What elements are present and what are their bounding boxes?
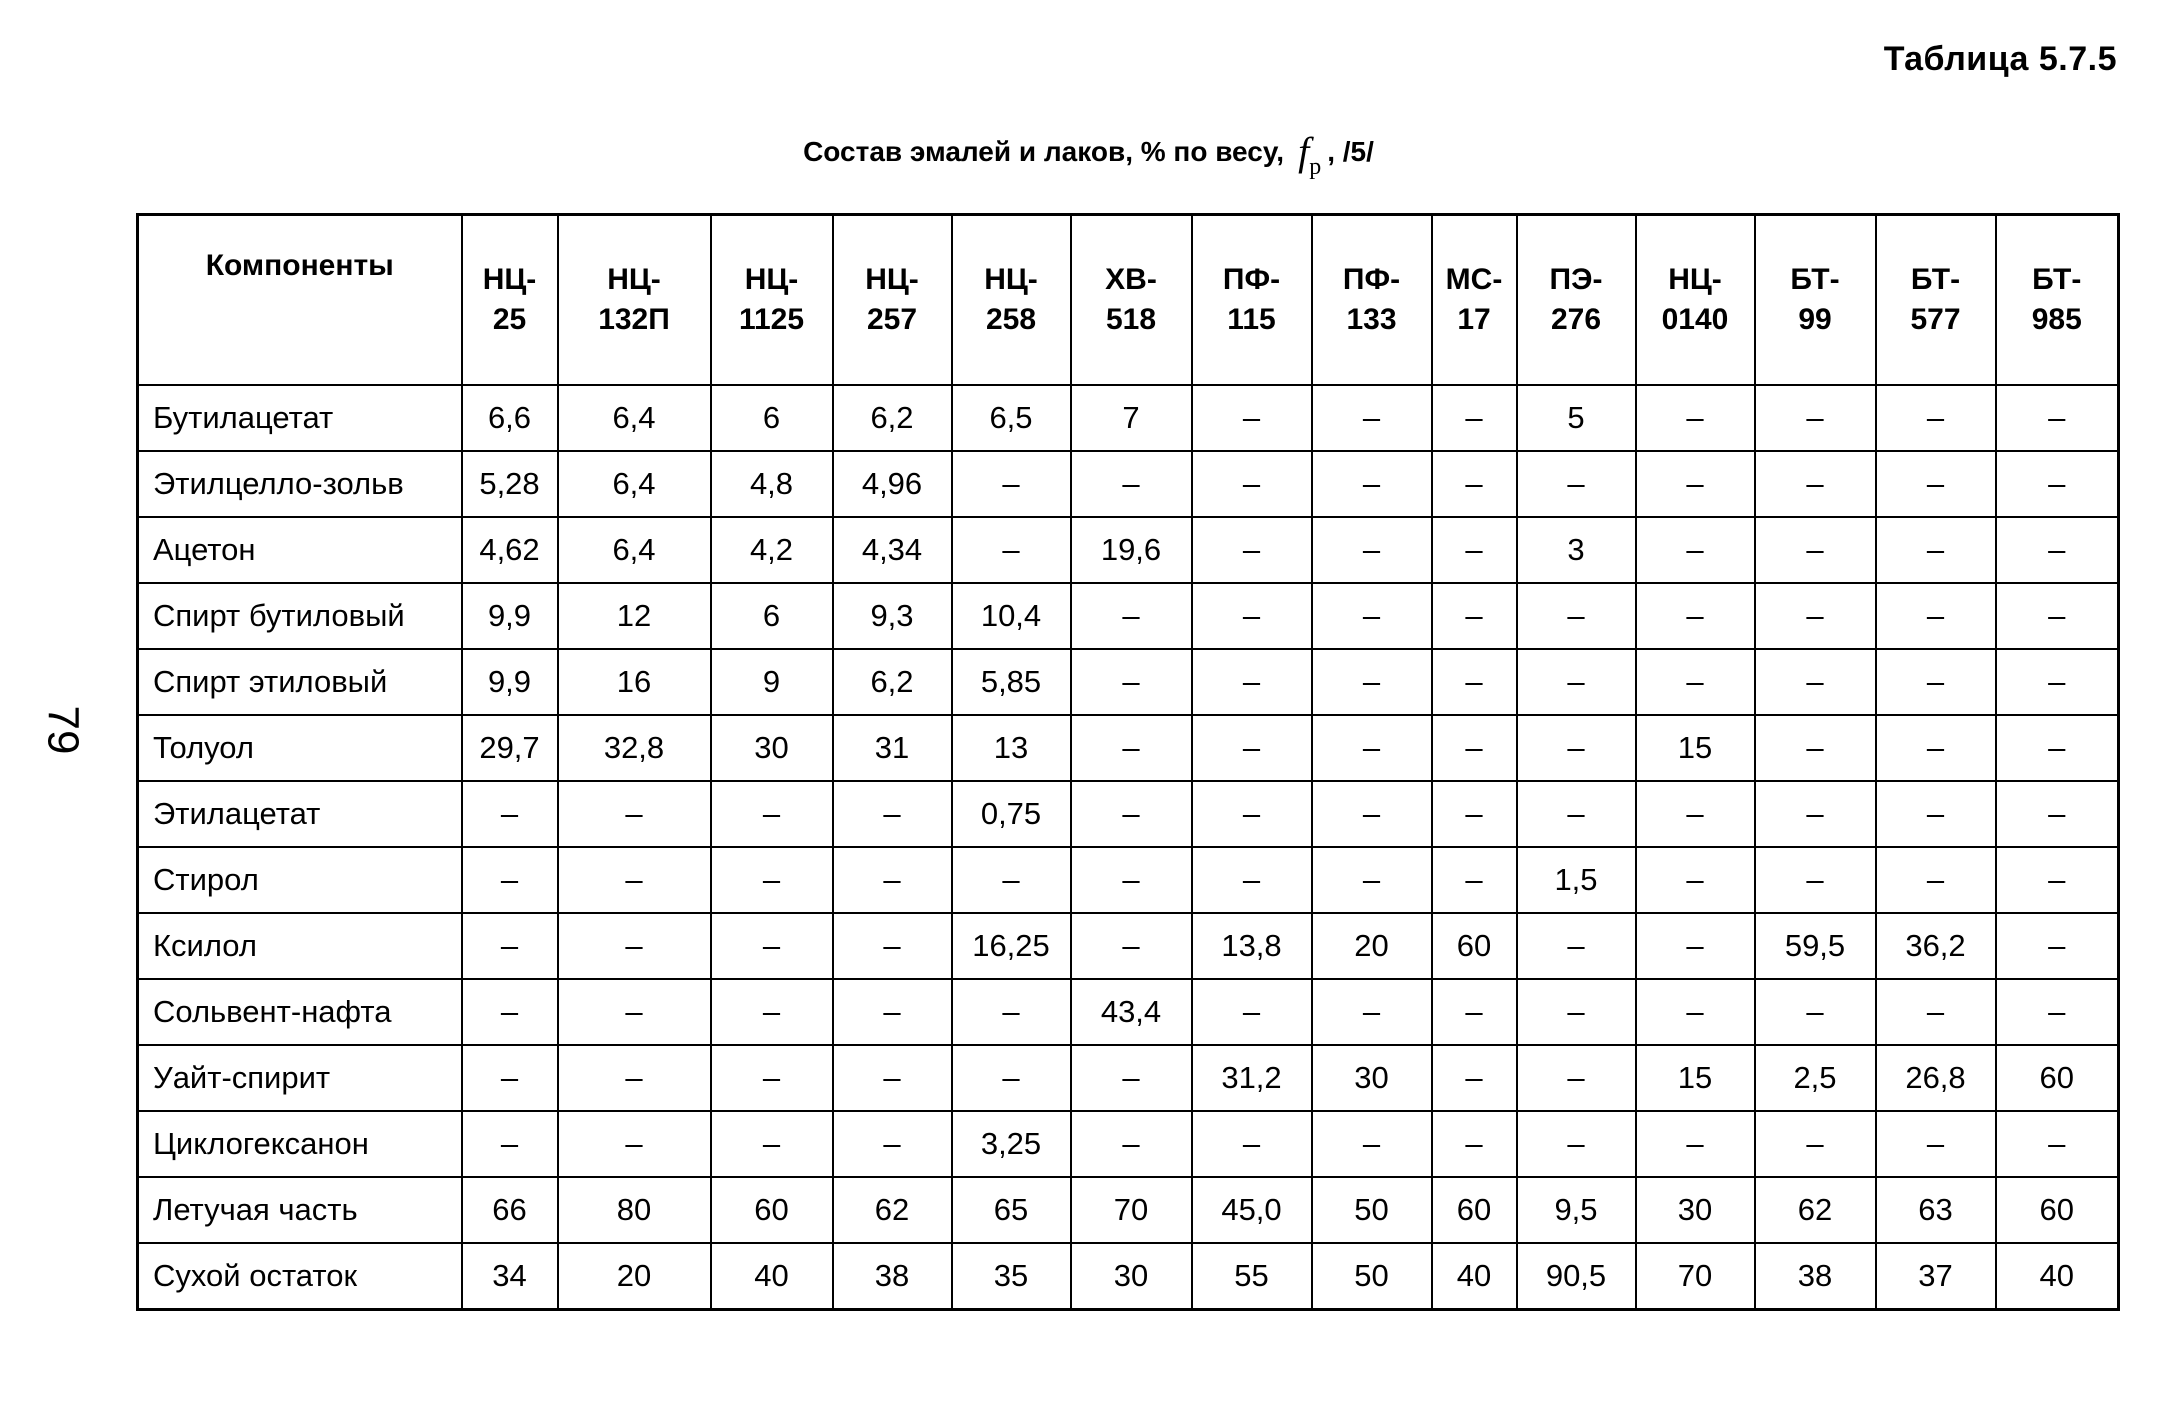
column-header-prefix: НЦ- (744, 263, 799, 296)
component-name: Ацетон (138, 517, 462, 583)
value-cell: – (558, 847, 711, 913)
value-cell: 38 (1755, 1243, 1876, 1309)
value-cell: 45,0 (1192, 1177, 1312, 1243)
value-cell: – (1432, 847, 1517, 913)
value-cell: 4,62 (462, 517, 558, 583)
value-cell: 26,8 (1876, 1045, 1996, 1111)
value-cell: – (1517, 979, 1636, 1045)
value-cell: 6,2 (833, 385, 952, 451)
component-name: Уайт-спирит (138, 1045, 462, 1111)
value-cell: 40 (1432, 1243, 1517, 1309)
value-cell: – (1876, 649, 1996, 715)
value-cell: 30 (1636, 1177, 1755, 1243)
value-cell: – (1755, 979, 1876, 1045)
value-cell: – (1071, 847, 1192, 913)
value-cell: 60 (1996, 1177, 2119, 1243)
value-cell: 4,34 (833, 517, 952, 583)
column-header-code: 1125 (738, 303, 805, 336)
value-cell: – (1192, 583, 1312, 649)
value-cell: – (1192, 847, 1312, 913)
value-cell: 60 (1996, 1045, 2119, 1111)
value-cell: – (1192, 979, 1312, 1045)
value-cell: 60 (1432, 913, 1517, 979)
value-cell: 5,85 (952, 649, 1071, 715)
value-cell: – (1517, 781, 1636, 847)
component-name: Сольвент-нафта (138, 979, 462, 1045)
component-name: Бутилацетат (138, 385, 462, 451)
value-cell: – (1996, 979, 2119, 1045)
value-cell: – (1636, 649, 1755, 715)
value-cell: – (1071, 583, 1192, 649)
value-cell: – (1636, 847, 1755, 913)
value-cell: 9,3 (833, 583, 952, 649)
column-header-prefix: ХВ- (1105, 263, 1157, 296)
value-cell: – (1312, 517, 1432, 583)
value-cell: – (1071, 715, 1192, 781)
value-cell: 70 (1636, 1243, 1755, 1309)
value-cell: – (952, 847, 1071, 913)
value-cell: – (833, 913, 952, 979)
value-cell: 30 (1071, 1243, 1192, 1309)
column-header-prefix: БТ- (1910, 263, 1961, 296)
components-header: Компоненты (138, 215, 462, 386)
column-header-code: 258 (985, 303, 1037, 336)
value-cell: 6 (711, 385, 833, 451)
value-cell: – (1996, 1111, 2119, 1177)
column-header-code: 25 (492, 303, 527, 336)
value-cell: – (1755, 715, 1876, 781)
value-cell: – (462, 913, 558, 979)
table-row (138, 1045, 2119, 1111)
value-cell: 6,4 (558, 451, 711, 517)
value-cell: – (711, 1111, 833, 1177)
table-caption (0, 124, 2177, 180)
table-row (138, 715, 2119, 781)
value-cell: – (1312, 847, 1432, 913)
column-header-code: 99 (1798, 303, 1832, 336)
value-cell: 5,28 (462, 451, 558, 517)
value-cell: – (1876, 715, 1996, 781)
value-cell: 9 (711, 649, 833, 715)
value-cell: 5 (1517, 385, 1636, 451)
value-cell: – (1192, 649, 1312, 715)
value-cell: 4,8 (711, 451, 833, 517)
value-cell: 7 (1071, 385, 1192, 451)
value-cell: – (1876, 781, 1996, 847)
value-cell: 62 (1755, 1177, 1876, 1243)
value-cell: – (1996, 385, 2119, 451)
value-cell: – (558, 979, 711, 1045)
value-cell: – (1876, 583, 1996, 649)
value-cell: – (1517, 1045, 1636, 1111)
value-cell: 16 (558, 649, 711, 715)
column-header-code: 17 (1457, 303, 1491, 336)
value-cell: – (952, 1045, 1071, 1111)
column-header (1432, 215, 1517, 386)
column-header-code: 257 (866, 303, 918, 336)
value-cell: – (711, 913, 833, 979)
column-header (1755, 215, 1876, 386)
value-cell: 4,96 (833, 451, 952, 517)
value-cell: 43,4 (1071, 979, 1192, 1045)
column-header-prefix: ПЭ- (1549, 263, 1603, 296)
value-cell: – (1517, 715, 1636, 781)
table-row (138, 781, 2119, 847)
value-cell: – (952, 517, 1071, 583)
component-name: Толуол (138, 715, 462, 781)
value-cell: – (1755, 1111, 1876, 1177)
value-cell: – (1192, 451, 1312, 517)
composition-table (136, 213, 2120, 1311)
column-header-code: 985 (2031, 303, 2082, 336)
value-cell: – (462, 979, 558, 1045)
value-cell: 3 (1517, 517, 1636, 583)
value-cell: – (1636, 979, 1755, 1045)
column-header-code: 115 (1227, 303, 1276, 336)
value-cell: – (1432, 979, 1517, 1045)
column-header (833, 215, 952, 386)
value-cell: 32,8 (558, 715, 711, 781)
value-cell: – (1432, 649, 1517, 715)
column-header (1192, 215, 1312, 386)
value-cell: 6,5 (952, 385, 1071, 451)
column-header-code: 132П (598, 303, 670, 336)
value-cell: – (1755, 847, 1876, 913)
column-header (1517, 215, 1636, 386)
value-cell: – (1996, 451, 2119, 517)
table-row (138, 583, 2119, 649)
value-cell: 1,5 (1517, 847, 1636, 913)
value-cell: – (558, 913, 711, 979)
value-cell: 20 (1312, 913, 1432, 979)
component-name: Летучая часть (138, 1177, 462, 1243)
caption-reference: , /5/ (1327, 136, 1374, 167)
value-cell: – (952, 451, 1071, 517)
value-cell: 66 (462, 1177, 558, 1243)
value-cell: – (711, 781, 833, 847)
value-cell: 35 (952, 1243, 1071, 1309)
value-cell: – (462, 1045, 558, 1111)
value-cell: – (833, 979, 952, 1045)
value-cell: – (1636, 583, 1755, 649)
value-cell: – (462, 781, 558, 847)
value-cell: – (558, 781, 711, 847)
formula-subscript: р (1309, 154, 1322, 180)
value-cell: – (1876, 451, 1996, 517)
table-row (138, 517, 2119, 583)
value-cell: 36,2 (1876, 913, 1996, 979)
value-cell: – (1192, 781, 1312, 847)
value-cell: – (1876, 979, 1996, 1045)
column-header (1876, 215, 1996, 386)
value-cell: – (1876, 847, 1996, 913)
value-cell: – (1876, 1111, 1996, 1177)
value-cell: – (1517, 649, 1636, 715)
component-name: Сухой остаток (138, 1243, 462, 1309)
value-cell: – (1192, 715, 1312, 781)
column-header-prefix: НЦ- (482, 263, 537, 296)
column-header (1996, 215, 2119, 386)
value-cell: – (1312, 583, 1432, 649)
value-cell: – (1996, 715, 2119, 781)
value-cell: – (1996, 583, 2119, 649)
value-cell: – (1755, 649, 1876, 715)
value-cell: 31,2 (1192, 1045, 1312, 1111)
page-number: 79 (38, 705, 88, 755)
value-cell: 63 (1876, 1177, 1996, 1243)
value-cell: 31 (833, 715, 952, 781)
header-row (138, 215, 2119, 386)
column-header-code: 133 (1346, 303, 1397, 336)
value-cell: – (1432, 781, 1517, 847)
value-cell: – (1192, 517, 1312, 583)
value-cell: – (462, 847, 558, 913)
value-cell: – (1517, 1111, 1636, 1177)
column-header-prefix: НЦ- (607, 263, 661, 296)
value-cell: 30 (711, 715, 833, 781)
value-cell: – (1996, 649, 2119, 715)
column-header-prefix: ПФ- (1342, 263, 1401, 296)
column-header (952, 215, 1071, 386)
value-cell: 38 (833, 1243, 952, 1309)
value-cell: 40 (711, 1243, 833, 1309)
value-cell: 6,4 (558, 385, 711, 451)
value-cell: – (1636, 913, 1755, 979)
value-cell: 3,25 (952, 1111, 1071, 1177)
value-cell: 19,6 (1071, 517, 1192, 583)
value-cell: – (833, 781, 952, 847)
value-cell: 6,2 (833, 649, 952, 715)
table-row (138, 451, 2119, 517)
value-cell: 55 (1192, 1243, 1312, 1309)
component-name: Спирт этиловый (138, 649, 462, 715)
value-cell: – (1996, 847, 2119, 913)
value-cell: 6,6 (462, 385, 558, 451)
value-cell: – (1192, 1111, 1312, 1177)
caption-text: Состав эмалей и лаков, % по весу, (803, 136, 1285, 167)
value-cell: – (833, 847, 952, 913)
component-name: Спирт бутиловый (138, 583, 462, 649)
column-header (1636, 215, 1755, 386)
component-name: Стирол (138, 847, 462, 913)
value-cell: 15 (1636, 1045, 1755, 1111)
table-number: Таблица 5.7.5 (1883, 40, 2117, 78)
component-name: Циклогексанон (138, 1111, 462, 1177)
column-header-prefix: БТ- (2032, 263, 2082, 296)
value-cell: 50 (1312, 1243, 1432, 1309)
value-cell: – (711, 1045, 833, 1111)
value-cell: – (1755, 385, 1876, 451)
value-cell: 60 (1432, 1177, 1517, 1243)
value-cell: – (1432, 1111, 1517, 1177)
value-cell: – (462, 1111, 558, 1177)
value-cell: – (1312, 385, 1432, 451)
value-cell: 65 (952, 1177, 1071, 1243)
value-cell: – (1432, 1045, 1517, 1111)
value-cell: – (1071, 451, 1192, 517)
value-cell: – (952, 979, 1071, 1045)
value-cell: – (1876, 517, 1996, 583)
value-cell: – (1312, 715, 1432, 781)
value-cell: 50 (1312, 1177, 1432, 1243)
value-cell: – (833, 1045, 952, 1111)
value-cell: – (1312, 979, 1432, 1045)
value-cell: – (1996, 781, 2119, 847)
value-cell: 9,9 (462, 649, 558, 715)
value-cell: 12 (558, 583, 711, 649)
value-cell: – (1755, 517, 1876, 583)
column-header (711, 215, 833, 386)
value-cell: 59,5 (1755, 913, 1876, 979)
value-cell: 13,8 (1192, 913, 1312, 979)
table-row (138, 1243, 2119, 1309)
value-cell: – (1432, 451, 1517, 517)
caption-formula (1298, 129, 1322, 180)
column-header-code: 0140 (1661, 303, 1729, 336)
component-name: Ксилол (138, 913, 462, 979)
value-cell: 6,4 (558, 517, 711, 583)
value-cell: 13 (952, 715, 1071, 781)
value-cell: 29,7 (462, 715, 558, 781)
formula-symbol: f (1298, 129, 1310, 174)
value-cell: 6 (711, 583, 833, 649)
value-cell: – (1432, 715, 1517, 781)
value-cell: – (1636, 1111, 1755, 1177)
value-cell: – (711, 847, 833, 913)
column-header-prefix: НЦ- (1668, 263, 1722, 296)
table-row (138, 649, 2119, 715)
value-cell: – (558, 1111, 711, 1177)
value-cell: 9,5 (1517, 1177, 1636, 1243)
column-header-prefix: МС- (1445, 263, 1503, 296)
table-row (138, 913, 2119, 979)
value-cell: – (1996, 517, 2119, 583)
value-cell: 15 (1636, 715, 1755, 781)
component-name: Этилацетат (138, 781, 462, 847)
value-cell: – (1517, 583, 1636, 649)
value-cell: – (1071, 649, 1192, 715)
value-cell: – (1755, 451, 1876, 517)
value-cell: – (1432, 385, 1517, 451)
value-cell: 4,2 (711, 517, 833, 583)
column-header-prefix: НЦ- (865, 263, 919, 296)
value-cell: 16,25 (952, 913, 1071, 979)
value-cell: – (1996, 913, 2119, 979)
value-cell: 34 (462, 1243, 558, 1309)
value-cell: – (1071, 781, 1192, 847)
value-cell: 70 (1071, 1177, 1192, 1243)
value-cell: 0,75 (952, 781, 1071, 847)
column-header-code: 518 (1105, 303, 1157, 336)
value-cell: – (1636, 451, 1755, 517)
column-header-prefix: БТ- (1790, 263, 1840, 296)
value-cell: 37 (1876, 1243, 1996, 1309)
value-cell: 20 (558, 1243, 711, 1309)
value-cell: – (1071, 1045, 1192, 1111)
column-header-code: 276 (1550, 303, 1602, 336)
value-cell: – (1312, 781, 1432, 847)
value-cell: – (1636, 517, 1755, 583)
column-header (462, 215, 558, 386)
value-cell: 80 (558, 1177, 711, 1243)
value-cell: – (1636, 385, 1755, 451)
value-cell: – (1517, 451, 1636, 517)
value-cell: 2,5 (1755, 1045, 1876, 1111)
value-cell: – (833, 1111, 952, 1177)
value-cell: – (1312, 1111, 1432, 1177)
table-row (138, 1111, 2119, 1177)
value-cell: – (1312, 649, 1432, 715)
value-cell: 10,4 (952, 583, 1071, 649)
column-header-code: 577 (1910, 303, 1961, 336)
value-cell: 40 (1996, 1243, 2119, 1309)
column-header-prefix: НЦ- (984, 263, 1038, 296)
value-cell: 9,9 (462, 583, 558, 649)
value-cell: – (1636, 781, 1755, 847)
value-cell: – (1876, 385, 1996, 451)
value-cell: 30 (1312, 1045, 1432, 1111)
value-cell: – (558, 1045, 711, 1111)
value-cell: 62 (833, 1177, 952, 1243)
table-row (138, 385, 2119, 451)
value-cell: – (1517, 913, 1636, 979)
component-name: Этилцелло-зольв (138, 451, 462, 517)
value-cell: 60 (711, 1177, 833, 1243)
value-cell: – (1755, 781, 1876, 847)
value-cell: – (1432, 517, 1517, 583)
column-header (1071, 215, 1192, 386)
column-header-prefix: ПФ- (1222, 263, 1281, 296)
value-cell: – (711, 979, 833, 1045)
table-row (138, 847, 2119, 913)
table-row (138, 1177, 2119, 1243)
table-row (138, 979, 2119, 1045)
value-cell: – (1312, 451, 1432, 517)
value-cell: – (1071, 913, 1192, 979)
column-header (1312, 215, 1432, 386)
value-cell: – (1192, 385, 1312, 451)
value-cell: – (1432, 583, 1517, 649)
value-cell: – (1755, 583, 1876, 649)
column-header (558, 215, 711, 386)
table-body (138, 385, 2119, 1309)
value-cell: – (1071, 1111, 1192, 1177)
value-cell: 90,5 (1517, 1243, 1636, 1309)
